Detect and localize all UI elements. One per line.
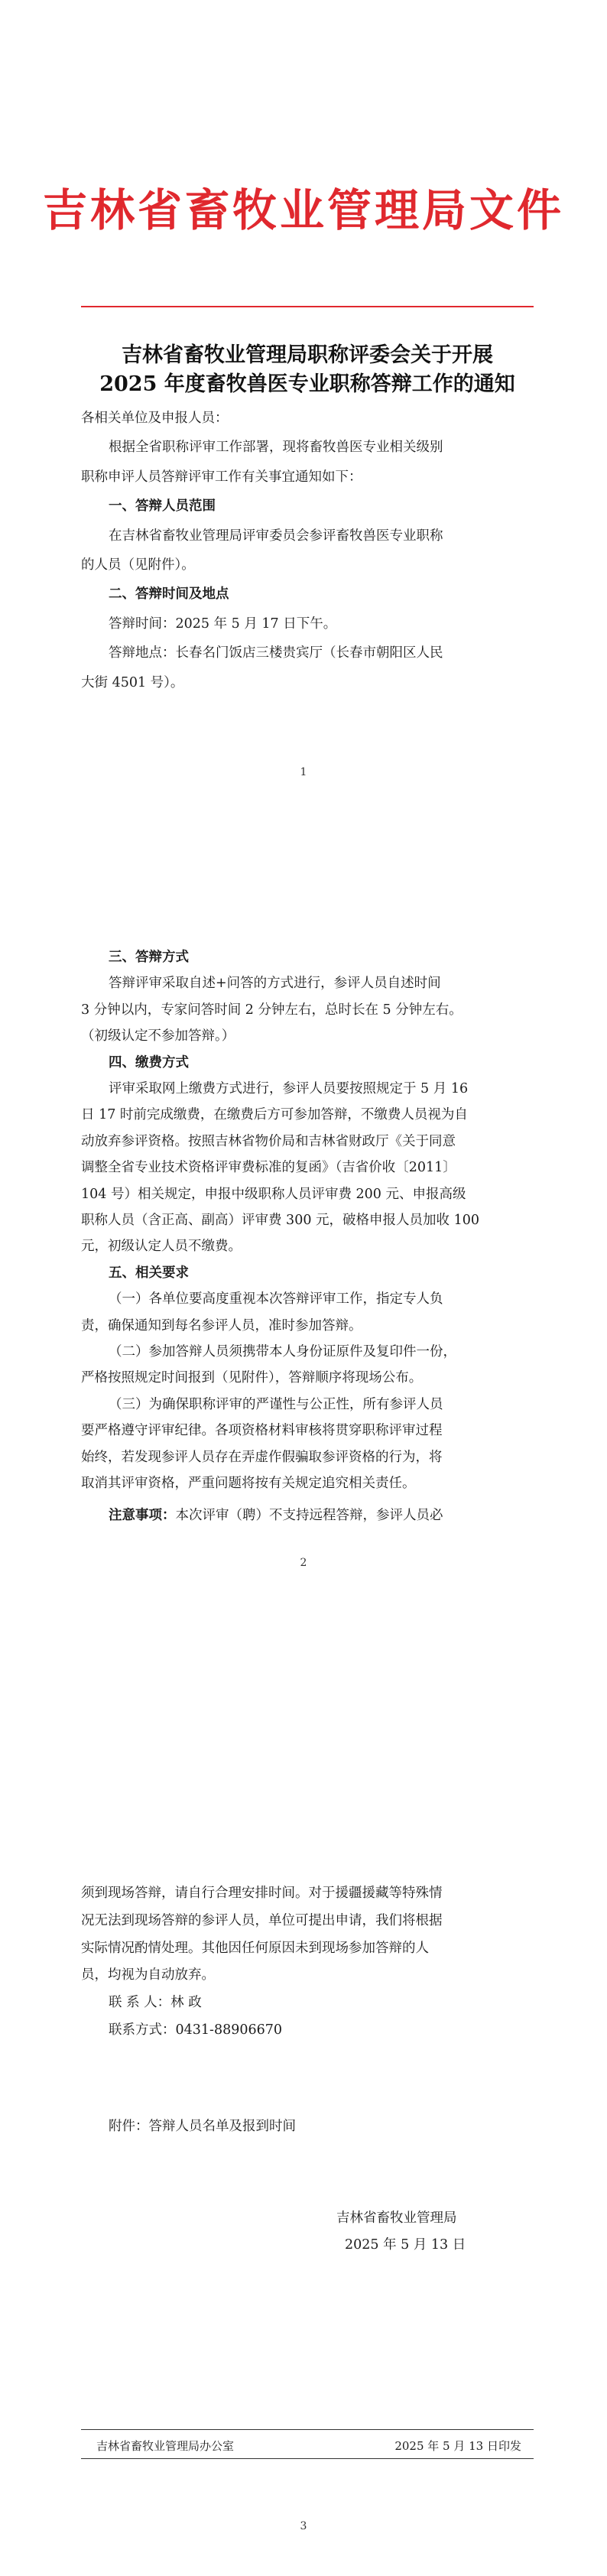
section-heading: 一、答辩人员范围 bbox=[109, 499, 216, 515]
page-number: 1 bbox=[300, 766, 307, 778]
notice-label: 注意事项： bbox=[109, 1508, 176, 1523]
signature-org: 吉林省畜牧业管理局 bbox=[336, 2211, 457, 2226]
body-text-line: 始终，若发现参评人员存在弄虚作假骗取参评资格的行为，将 bbox=[81, 1449, 443, 1465]
body-text-line: （一）各单位要高度重视本次答辩评审工作，指定专人负 bbox=[109, 1291, 443, 1307]
red-header-title: 吉林省畜牧业管理局文件 bbox=[42, 184, 564, 236]
section-heading: 二、答辩时间及地点 bbox=[109, 586, 229, 603]
body-text-line: 严格按照规定时间报到（见附件），答辩顺序将现场公布。 bbox=[81, 1370, 423, 1386]
body-text-line: 要严格遵守评审纪律。各项资格材料审核将贯穿职称评审过程 bbox=[81, 1423, 443, 1439]
body-text-line: 实际情况酌情处理。其他因任何原因未到现场参加答辩的人 bbox=[81, 1940, 429, 1956]
page-number: 3 bbox=[300, 2520, 307, 2532]
body-text-line: 职称申评人员答辩评审工作有关事宜通知如下： bbox=[81, 469, 362, 485]
body-text-line: 联系方式：0431-88906670 bbox=[109, 2022, 283, 2038]
attachment-note: 附件：答辩人员名单及报到时间 bbox=[109, 2119, 296, 2134]
body-text-line: 元，初级认定人员不缴费。 bbox=[81, 1239, 242, 1255]
doc-title-line1: 吉林省畜牧业管理局职称评委会关于开展 bbox=[122, 343, 493, 367]
body-text-line: 职称人员（含正高、副高）评审费 300 元，破格申报人员加收 100 bbox=[81, 1213, 479, 1228]
section-heading: 五、相关要求 bbox=[109, 1265, 189, 1281]
body-text-line: 答辩评审采取自述+问答的方式进行，参评人员自述时间 bbox=[109, 976, 441, 992]
notice-text: 本次评审（聘）不支持远程答辩，参评人员必 bbox=[175, 1508, 443, 1523]
footer-bottom-rule bbox=[81, 2458, 534, 2459]
body-text-line: 的人员（见附件）。 bbox=[81, 557, 195, 573]
footer-top-rule bbox=[81, 2429, 534, 2430]
section-heading: 四、缴费方式 bbox=[109, 1054, 189, 1070]
body-text-line: 3 分钟以内，专家问答时间 2 分钟左右，总时长在 5 分钟左右。 bbox=[81, 1002, 463, 1018]
section-heading: 三、答辩方式 bbox=[109, 950, 189, 965]
body-text-line: 各相关单位及申报人员： bbox=[81, 411, 229, 426]
body-text-line: （二）参加答辩人员须携带本人身份证原件及复印件一份， bbox=[109, 1344, 456, 1359]
body-text-line: 日 17 时前完成缴费，在缴费后方可参加答辩，不缴费人员视为自 bbox=[81, 1107, 468, 1123]
body-text-line: （初级认定不参加答辩。） bbox=[81, 1028, 235, 1044]
body-text-line: 员，均视为自动放弃。 bbox=[81, 1967, 215, 1983]
body-text-line: 答辩地点：长春名门饭店三楼贵宾厅（长春市朝阳区人民 bbox=[109, 645, 443, 661]
body-text-line: 答辩时间：2025 年 5 月 17 日下午。 bbox=[109, 616, 337, 632]
page-number: 2 bbox=[300, 1557, 307, 1569]
body-text-line: （三）为确保职称评审的严谨性与公正性，所有参评人员 bbox=[109, 1396, 443, 1412]
body-text-line: 大街 4501 号）。 bbox=[81, 674, 184, 690]
body-text-line: 动放弃参评资格。按照吉林省物价局和吉林省财政厅《关于同意 bbox=[81, 1133, 456, 1149]
body-text-line: 根据全省职称评审工作部署，现将畜牧兽医专业相关级别 bbox=[109, 440, 443, 456]
footer-office: 吉林省畜牧业管理局办公室 bbox=[96, 2439, 235, 2453]
body-text-line: 联 系 人：林 政 bbox=[109, 1995, 202, 2011]
footer-print-date: 2025 年 5 月 13 日印发 bbox=[394, 2439, 521, 2453]
signature-date: 2025 年 5 月 13 日 bbox=[345, 2237, 466, 2253]
doc-title-line2: 2025 年度畜牧兽医专业职称答辩工作的通知 bbox=[99, 372, 515, 396]
body-text-line: 须到现场答辩，请自行合理安排时间。对于援疆援藏等特殊情 bbox=[81, 1886, 443, 1901]
body-text-line: 况无法到现场答辩的参评人员，单位可提出申请，我们将根据 bbox=[81, 1912, 443, 1928]
red-divider bbox=[81, 306, 534, 307]
body-text-line: 评审采取网上缴费方式进行，参评人员要按照规定于 5 月 16 bbox=[109, 1081, 469, 1096]
notice-paragraph bbox=[81, 1505, 534, 1524]
body-text-line: 调整全省专业技术资格评审费标准的复函》（吉省价收〔2011〕 bbox=[81, 1160, 456, 1176]
body-text-line: 在吉林省畜牧业管理局评审委员会参评畜牧兽医专业职称 bbox=[109, 528, 443, 544]
body-text-line: 责，确保通知到每名参评人员，准时参加答辩。 bbox=[81, 1317, 362, 1333]
body-text-line: 104 号）相关规定，申报中级职称人员评审费 200 元、申报高级 bbox=[81, 1186, 466, 1202]
body-text-line: 取消其评审资格，严重问题将按有关规定追究相关责任。 bbox=[81, 1476, 416, 1491]
